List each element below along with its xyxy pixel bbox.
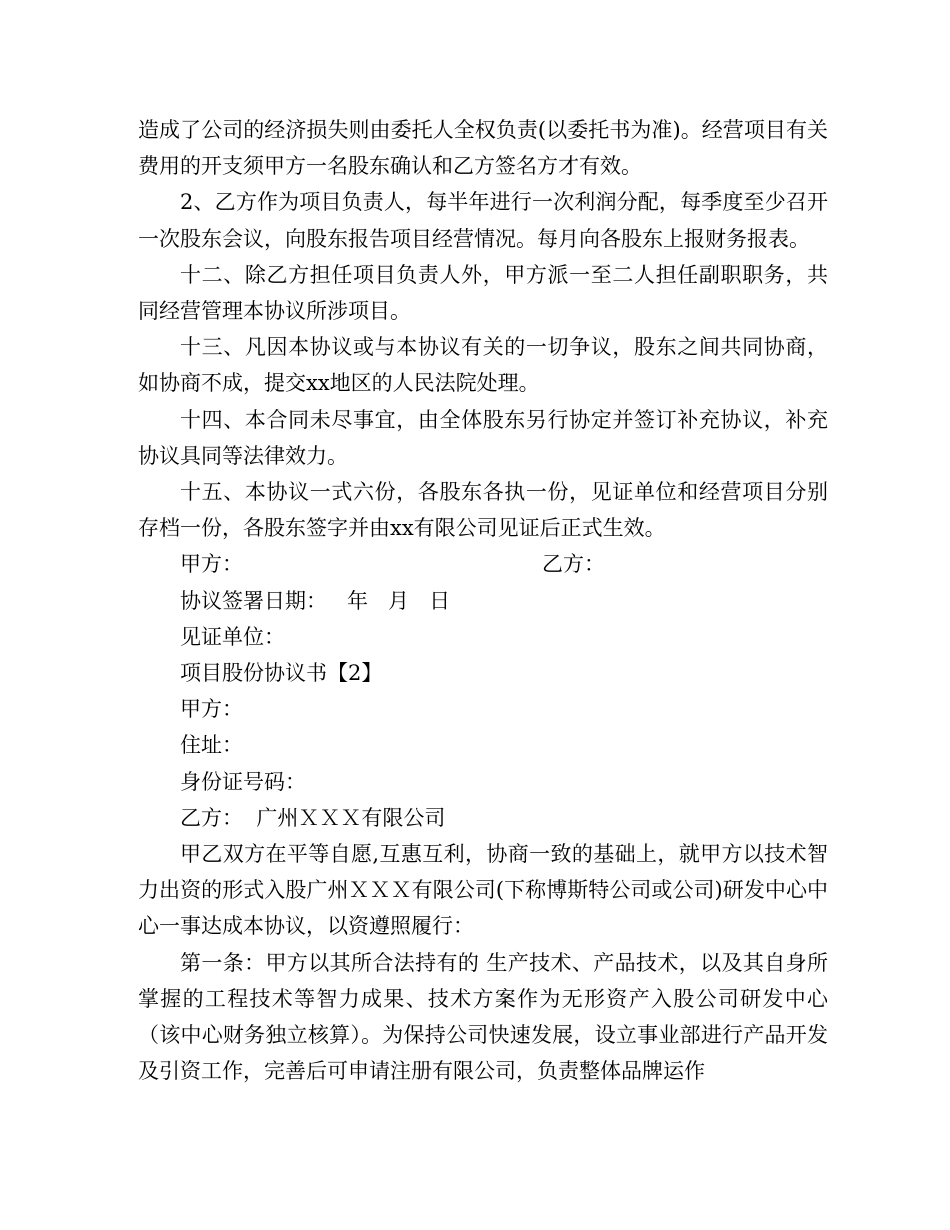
paragraph-liability: 造成了公司的经济损失则由委托人全权负责(以委托书为准)。经营项目有关费用的开支须甲方一名股东确认和乙方签名方才有效。: [138, 118, 828, 179]
paragraph-article-1: 第一条：甲方以其所合法持有的 生产技术、产品技术，以及其自身所掌握的工程技术等智力成果、技术方案作为无形资产入股公司研发中心（该中心财务独立核算）。为保持公司快速发展，设立事业部进行产品开发及引资工作，完善后可申请注册有限公司，负责整体品牌运作: [138, 950, 828, 1084]
address-label: 住址：: [180, 733, 243, 758]
signature-row: [138, 546, 828, 582]
second-party-a-label: 甲方：: [180, 697, 243, 722]
party-b-signature-label: 乙方：: [542, 552, 605, 577]
paragraph-article-15: 十五、本协议一式六份，各股东各执一份，见证单位和经营项目分别存档一份，各股东签字并由xx有限公司见证后正式生效。: [138, 480, 828, 541]
party-a-signature-label: 甲方：: [180, 552, 243, 577]
paragraph-intro: 甲乙双方在平等自愿,互惠互利，协商一致的基础上，就甲方以技术智力出资的形式入股广州ＸＸＸ有限公司(下称博斯特公司或公司)研发中心中心一事达成本协议，以资遵照履行：: [138, 842, 828, 939]
second-agreement-title: 项目股份协议书【2】: [180, 661, 383, 686]
document-page: [138, 112, 828, 1089]
paragraph-article-13: 十三、凡因本协议或与本协议有关的一切争议，股东之间共同协商，如协商不成，提交xx地区的人民法院处理。: [138, 335, 828, 396]
second-party-b-label: 乙方： 广州ＸＸＸ有限公司: [180, 805, 446, 830]
witness-unit-label: 见证单位：: [180, 624, 285, 649]
id-number-label: 身份证号码：: [180, 769, 306, 794]
paragraph-profit-distribution: 2、乙方作为项目负责人，每半年进行一次利润分配，每季度至少召开一次股东会议，向股东报告项目经营情况。每月向各股东上报财务报表。: [138, 190, 828, 251]
signing-date-line: 协议签署日期： 年 月 日: [180, 588, 451, 613]
paragraph-article-14: 十四、本合同未尽事宜，由全体股东另行协定并签订补充协议，补充协议具同等法律效力。: [138, 407, 828, 468]
paragraph-article-12: 十二、除乙方担任项目负责人外，甲方派一至二人担任副职职务，共同经营管理本协议所涉项目。: [138, 262, 828, 324]
